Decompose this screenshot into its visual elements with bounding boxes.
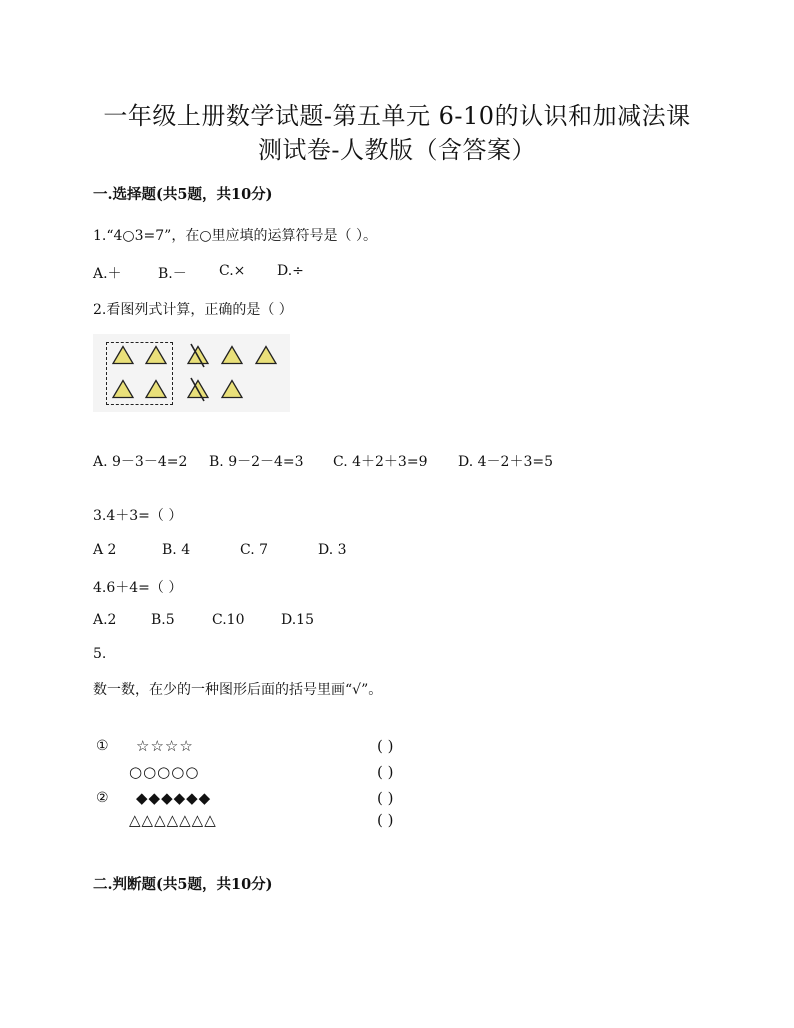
triangle [222,381,242,398]
question-1-stem: 1.“4○3=7”，在○里应填的运算符号是（ ）。 [93,228,378,244]
circles-row: ○○○○○ [129,763,200,781]
q1-option-a: A.＋ [93,266,122,282]
triangle [113,347,133,364]
q3-option-c: C. 7 [240,542,269,558]
circles-answer-paren: ( ) [377,763,394,781]
stars-answer-paren: ( ) [377,737,394,755]
stars-row: ☆☆☆☆ [136,737,194,755]
question-3-stem: 3.4＋3=（ ） [93,508,183,524]
question-5-number: 5. [93,646,107,662]
q4-option-b: B.5 [151,612,175,628]
q1-option-d: D.÷ [277,263,304,279]
triangle [146,381,166,398]
group-2-label: ② [96,790,109,806]
q3-option-a: A 2 [93,542,117,558]
question-2-stem: 2.看图列式计算，正确的是（ ） [93,302,293,318]
page-title-line-1: 一年级上册数学试题-第五单元 6-10的认识和加减法课 [103,102,691,130]
triangle [256,347,276,364]
triangle [113,381,133,398]
page-title-line-2: 测试卷-人教版（含答案） [257,136,537,164]
section-heading-choice: 一.选择题(共5题，共10分) [93,186,273,203]
triangles-answer-paren: ( ) [377,811,394,829]
diamonds-answer-paren: ( ) [377,789,394,807]
q1-option-c: C.× [219,263,246,279]
q3-option-b: B. 4 [162,542,191,558]
q2-option-d: D. 4－2＋3=5 [458,454,553,470]
q1-option-b: B.－ [158,266,187,282]
triangles-row: △△△△△△△ [129,811,217,829]
diamonds-row: ◆◆◆◆◆◆ [136,789,212,807]
q3-option-d: D. 3 [318,542,347,558]
group-1-label: ① [96,738,109,754]
question-5-stem: 数一数，在少的一种图形后面的括号里画“√”。 [93,682,383,698]
q4-option-c: C.10 [212,612,245,628]
triangle [146,347,166,364]
q2-option-c: C. 4＋2＋3=9 [333,454,428,470]
triangle-figure-svg [93,334,290,412]
q4-option-d: D.15 [281,612,314,628]
q4-option-a: A.2 [93,612,117,628]
triangle [222,347,242,364]
q2-option-b: B. 9－2－4=3 [209,454,304,470]
question-4-stem: 4.6＋4=（ ） [93,580,183,596]
q2-option-a: A. 9－3－4=2 [93,454,188,470]
section-heading-judgement: 二.判断题(共5题，共10分) [93,876,273,893]
